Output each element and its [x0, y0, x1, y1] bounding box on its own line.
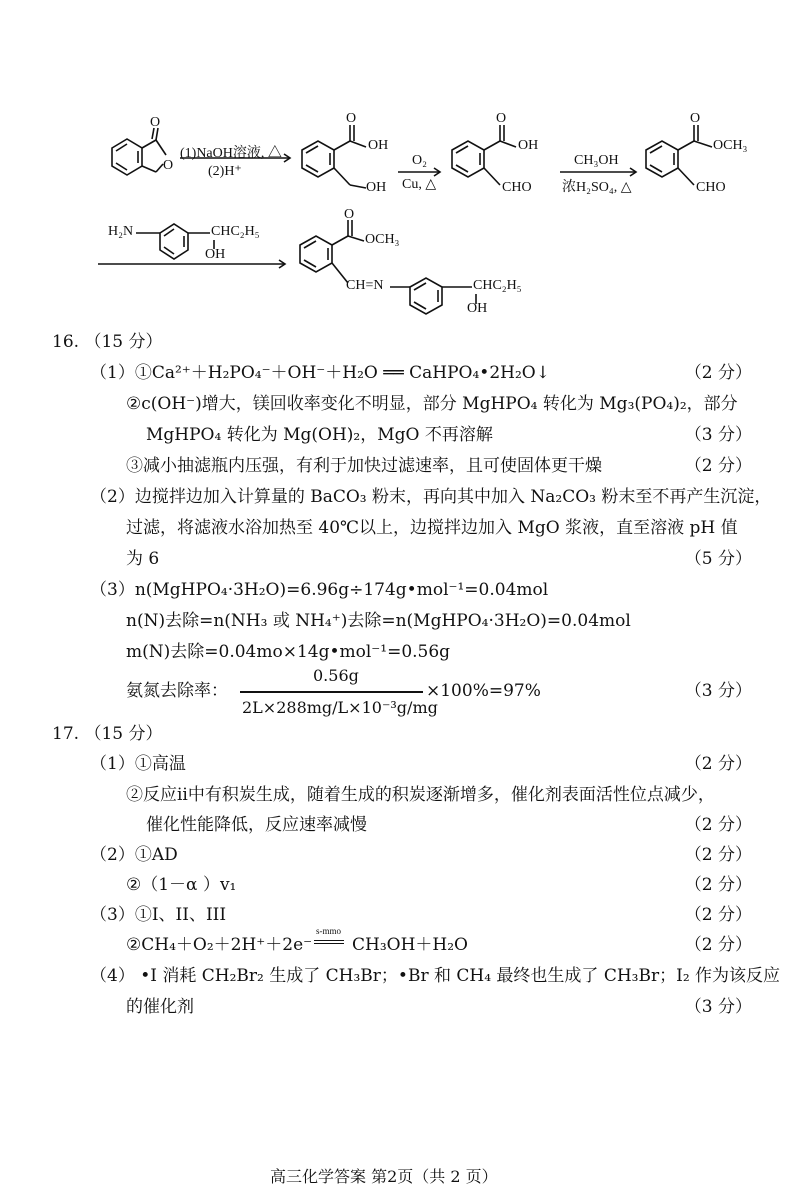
step3-reagent: CH₃OH	[574, 153, 619, 168]
q17-p3-line2-right: CH₃OH＋H₂O	[352, 935, 468, 955]
q16-p1-line1: （1）①Ca²⁺＋H₂PO₄⁻＋OH⁻＋H₂O ══ CaHPO₄•2H₂O↓	[90, 363, 550, 383]
q16-p1-line1-score: （2 分）	[684, 363, 752, 383]
q16-fraction-bar	[240, 691, 423, 693]
amine-label-oh: OH	[205, 247, 226, 262]
intermediate-3-structure	[646, 125, 712, 185]
q17-p2-line1-score: （2 分）	[684, 845, 752, 865]
q17-p1-line1-score: （2 分）	[684, 754, 752, 774]
q17-p4-line2: 的催化剂	[126, 997, 194, 1017]
scheme-label-oh3: OH	[518, 138, 539, 153]
q16-p1-line4-score: （2 分）	[684, 456, 752, 476]
q16-p1-line3: MgHPO₄ 转化为 Mg(OH)₂，MgO 不再溶解	[146, 425, 493, 445]
q16-p2-line3-score: （5 分）	[684, 549, 752, 569]
q17-p2-line2: ②（1－α ）v₁	[126, 875, 237, 895]
product-label-och3: OCH₃	[365, 232, 400, 247]
scheme-label-oh2: OH	[366, 180, 387, 195]
product-label-o: O	[344, 207, 355, 222]
q16-p3-line2: n(N)去除=n(NH₃ 或 NH₄⁺)去除=n(MgHPO₄·3H₂O)=0.04mol	[126, 611, 631, 631]
product-label-oh: OH	[467, 301, 488, 316]
q16-p3-line4-score: （3 分）	[684, 681, 752, 701]
q17-p1-line3-score: （2 分）	[684, 815, 752, 835]
q16-p1-line4: ③减小抽滤瓶内压强，有利于加快过滤速率，且可使固体更干燥	[126, 456, 602, 476]
q17-p2-line1: （2）①AD	[90, 845, 178, 865]
q16-p2-line3: 为 6	[126, 549, 160, 569]
q17-p1-line2: ②反应ii中有积炭生成，随着生成的积炭逐渐增多，催化剂表面活性位点减少，	[126, 785, 715, 805]
amine-reagent-structure	[136, 224, 214, 259]
scheme-label-cho1: CHO	[502, 180, 532, 195]
step1-condition-1: (1)NaOH溶液, △	[180, 146, 282, 161]
q16-p3-line3: m(N)去除=0.04mo×14g•mol⁻¹=0.56g	[126, 642, 451, 662]
q17-p1-line3: 催化性能降低，反应速率减慢	[146, 815, 367, 835]
q16-p2-line1: （2）边搅拌边加入计算量的 BaCO₃ 粉末，再向其中加入 Na₂CO₃ 粉末至不再产生沉淀，	[90, 487, 772, 507]
step2-reagent: O₂	[412, 153, 427, 168]
q16-fraction-denominator: 2L×288mg/L×10⁻³g/mg	[242, 698, 438, 717]
q16-p1-line3-score: （3 分）	[684, 425, 752, 445]
scheme-label-och3-1: OCH₃	[713, 138, 748, 153]
amine-label-side: CHC₂H₅	[211, 224, 260, 239]
q16-p2-line2: 过滤，将滤液水浴加热至 40℃以上，边搅拌边加入 MgO 浆液，直至溶液 pH 值	[126, 518, 738, 538]
scheme-label-o4: O	[496, 111, 507, 126]
q16-p1-line2: ②c(OH⁻)增大，镁回收率变化不明显，部分 MgHPO₄ 转化为 Mg₃(PO₄)₂，部分	[126, 394, 738, 414]
q16-fraction-numerator: 0.56g	[313, 666, 359, 685]
q16-p3-line4-tail: ×100%=97%	[426, 681, 541, 701]
scheme-label-oh1: OH	[368, 138, 389, 153]
q17-p2-line2-score: （2 分）	[684, 875, 752, 895]
amine-label-h2n: H₂N	[108, 224, 134, 239]
reaction-scheme	[0, 0, 800, 330]
q16-p3-line1: （3）n(MgHPO₄·3H₂O)=6.96g÷174g•mol⁻¹=0.04mol	[90, 580, 549, 600]
product-label-side: CHC₂H₅	[473, 278, 522, 293]
scheme-label-o1: O	[150, 115, 161, 130]
q17-p4-line2-score: （3 分）	[684, 997, 752, 1017]
q17-p3-line2-left: ②CH₄＋O₂＋2H⁺＋2e⁻	[126, 935, 313, 955]
q17-p1-line1: （1）①高温	[90, 754, 186, 774]
scheme-label-o2: O	[163, 158, 174, 173]
scheme-label-o3: O	[346, 111, 357, 126]
product-label-imine: CH=N	[346, 278, 384, 293]
step3-condition: 浓H₂SO₄, △	[562, 180, 632, 195]
intermediate-1-structure	[302, 125, 366, 188]
intermediate-2-structure	[452, 125, 516, 185]
q17-catalyst-label: s-mmo	[316, 926, 342, 936]
step1-condition-2: (2)H⁺	[208, 164, 242, 179]
phthalide-structure	[112, 128, 166, 175]
q17-header: 17. （15 分）	[52, 724, 163, 744]
q16-header: 16. （15 分）	[52, 332, 163, 352]
q16-p3-line4-label: 氨氮去除率：	[126, 681, 228, 701]
q17-p3-line1-score: （2 分）	[684, 905, 752, 925]
page-footer: 高三化学答案 第2页（共 2 页）	[270, 1167, 498, 1186]
q17-p4-line1: （4） •I 消耗 CH₂Br₂ 生成了 CH₃Br；•Br 和 CH₄ 最终也生成了 CH₃Br；I₂ 作为该反应	[90, 966, 781, 986]
scheme-label-cho2: CHO	[696, 180, 726, 195]
scheme-label-o5: O	[690, 111, 701, 126]
q17-p3-line1: （3）①I、II、III	[90, 905, 227, 925]
q17-equals-sign	[314, 940, 344, 944]
q17-p3-line2-score: （2 分）	[684, 935, 752, 955]
step2-condition: Cu, △	[402, 177, 437, 192]
